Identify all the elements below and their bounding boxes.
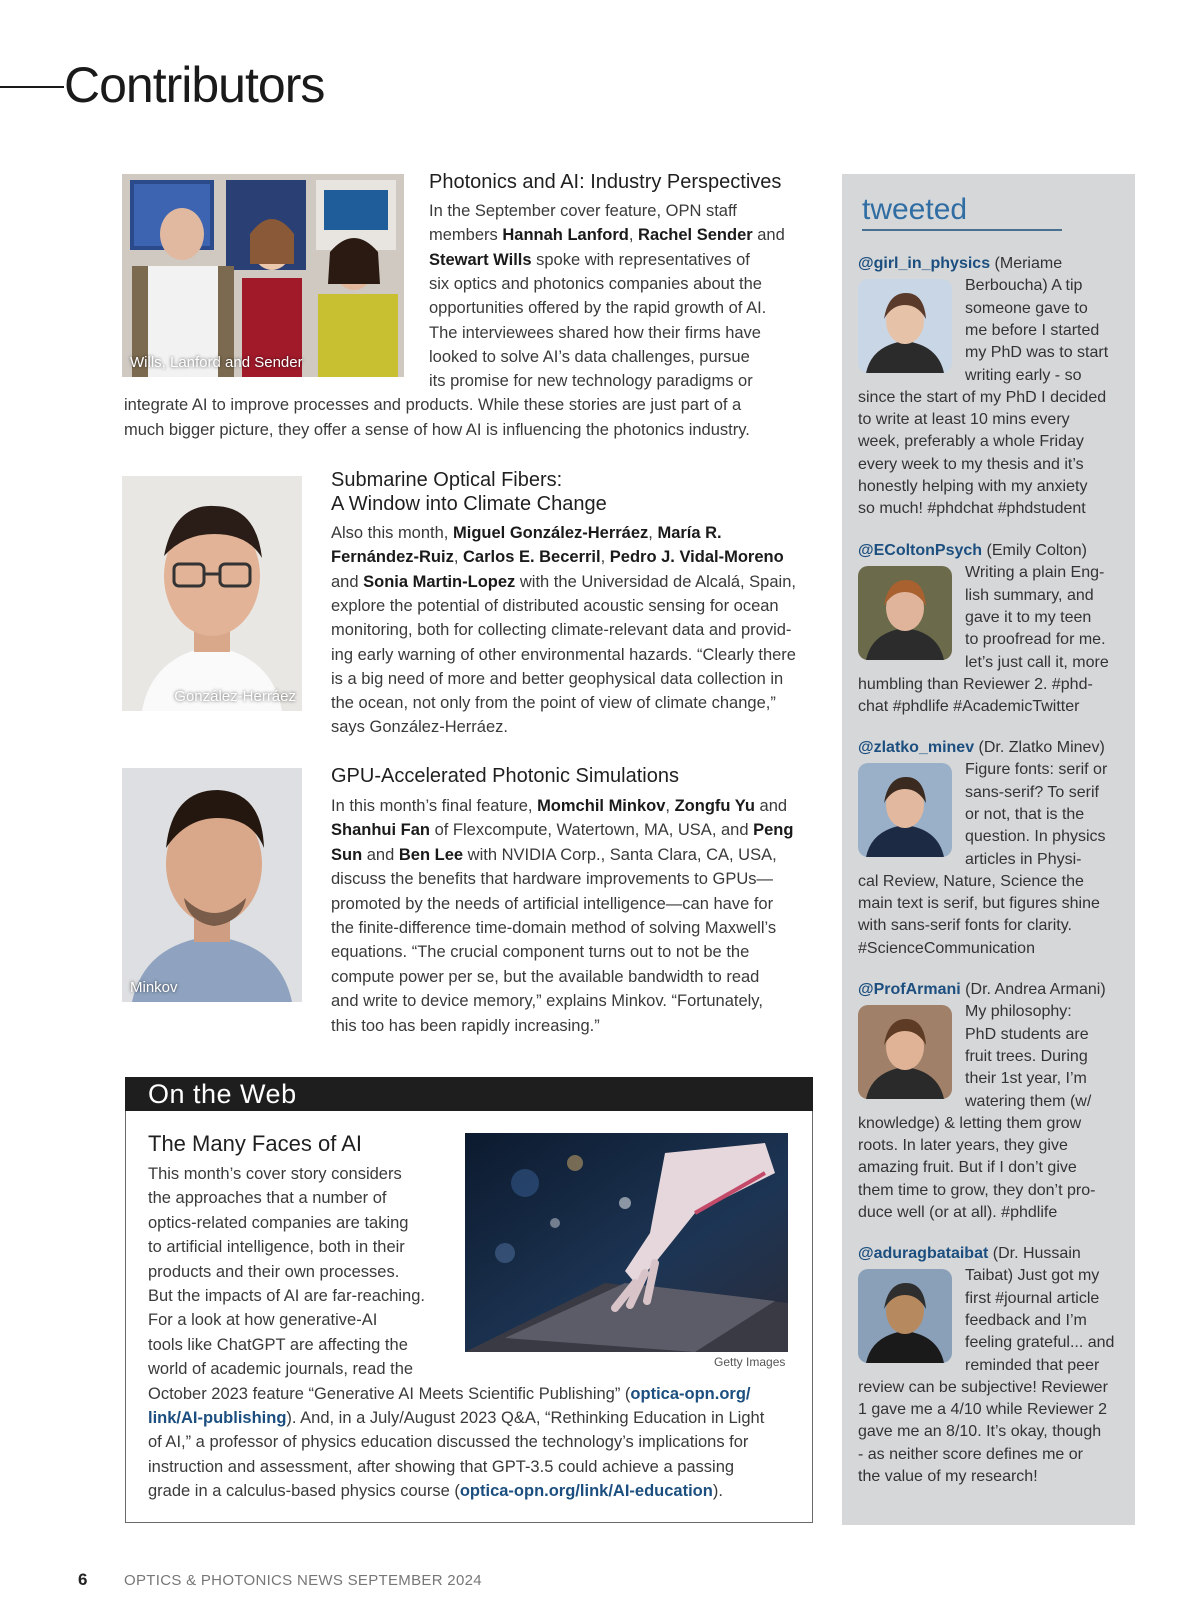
tweet-line bbox=[858, 1180, 1095, 1202]
text-run: ). bbox=[712, 1482, 723, 1501]
text-run: knowledge) & letting them grow bbox=[858, 1114, 1082, 1132]
robot-hand-laptop-image bbox=[465, 1133, 788, 1352]
text-run: and bbox=[752, 226, 785, 245]
text-run: or not, that is the bbox=[965, 805, 1085, 823]
text-run: lish summary, and bbox=[965, 586, 1094, 604]
tweet-line bbox=[858, 454, 1084, 476]
tweet-line bbox=[965, 1091, 1091, 1113]
tweet-line bbox=[858, 938, 1035, 960]
text-run: Taibat) Just got my bbox=[965, 1267, 1100, 1285]
text-run: equations. “The crucial component turns out to not be the bbox=[331, 943, 750, 962]
tweet-line bbox=[858, 498, 1086, 520]
article-title: Photonics and AI: Industry Perspectives bbox=[429, 171, 782, 193]
text-run: articles in Physi- bbox=[965, 850, 1082, 868]
tweet-line bbox=[858, 1421, 1101, 1443]
author-name: Carlos E. Becerril bbox=[463, 548, 601, 567]
text-run: sans-serif? To serif bbox=[965, 783, 1099, 801]
tweet-avatar bbox=[858, 279, 952, 373]
body-line bbox=[148, 1357, 413, 1381]
text-run: reminded that peer bbox=[965, 1356, 1100, 1374]
text-run: feeling grateful... and bbox=[965, 1334, 1115, 1352]
body-line bbox=[429, 272, 762, 296]
tweet-line bbox=[858, 253, 1062, 275]
photo-caption: Minkov bbox=[130, 979, 178, 996]
text-run: grade in a calculus-based physics course ( bbox=[148, 1482, 460, 1501]
body-line bbox=[124, 418, 750, 442]
text-run: looked to solve AI’s data challenges, pursue bbox=[429, 347, 750, 366]
author-name: María R. bbox=[657, 524, 722, 542]
body-line bbox=[124, 393, 741, 417]
web-link[interactable]: optica-opn.org/ bbox=[630, 1384, 751, 1403]
photo-wills-lanford-sender bbox=[122, 174, 404, 377]
text-run: For a look at how generative-AI bbox=[148, 1311, 378, 1330]
text-run: me before I started bbox=[965, 321, 1100, 339]
text-run: (Dr. Andrea Armani) bbox=[960, 981, 1106, 998]
body-line bbox=[331, 965, 759, 989]
tweet-line bbox=[858, 674, 1093, 696]
text-run: integrate AI to improve processes and products. While these stories are just part of a bbox=[124, 396, 742, 415]
text-run: , bbox=[628, 226, 639, 245]
tweet-line bbox=[965, 365, 1081, 387]
author-name: Peng bbox=[753, 821, 794, 840]
article-title-line2: A Window into Climate Change bbox=[331, 493, 607, 515]
body-line bbox=[331, 691, 776, 715]
text-run: to write at least 10 mins every bbox=[858, 411, 1070, 429]
text-run: promoted by the needs of artificial intelligence—can have for bbox=[331, 894, 774, 913]
body-line bbox=[331, 989, 763, 1013]
sidebar-rule bbox=[862, 229, 1062, 231]
text-run: feedback and I’m bbox=[965, 1311, 1087, 1329]
twitter-handle[interactable]: @aduragbataibat bbox=[858, 1245, 989, 1262]
body-line bbox=[148, 1430, 748, 1454]
tweet-line bbox=[858, 476, 1087, 498]
web-article-title: The Many Faces of AI bbox=[148, 1131, 362, 1156]
text-run: world of academic journals, read the bbox=[148, 1360, 414, 1379]
body-line bbox=[148, 1333, 408, 1357]
tweet-line bbox=[965, 298, 1088, 320]
text-run: October 2023 feature “Generative AI Meets Scientific Publishing” ( bbox=[148, 1384, 631, 1403]
author-name: Shanhui Fan bbox=[331, 821, 430, 840]
tweet-line bbox=[965, 804, 1084, 826]
body-line bbox=[331, 794, 787, 818]
author-name: Rachel Sender bbox=[638, 226, 753, 245]
body-line bbox=[148, 1162, 402, 1186]
text-run: let’s just call it, more bbox=[965, 653, 1109, 671]
text-run: But the impacts of AI are far-reaching. bbox=[148, 1287, 425, 1305]
text-run: the value of my research! bbox=[858, 1468, 1038, 1485]
text-run: 1 gave me a 4/10 while Reviewer 2 bbox=[858, 1401, 1108, 1419]
body-line bbox=[429, 248, 750, 272]
on-the-web-heading: On the Web bbox=[148, 1079, 297, 1109]
text-run: PhD students are bbox=[965, 1025, 1089, 1043]
tweet-line bbox=[965, 652, 1109, 674]
text-run: the ocean, not only from the point of view of climate change,” bbox=[331, 694, 776, 713]
text-run: roots. In later years, they give bbox=[858, 1137, 1068, 1155]
author-name: Momchil Minkov bbox=[537, 797, 666, 815]
text-run: the approaches that a number of bbox=[148, 1189, 387, 1208]
tweet-line bbox=[858, 540, 1087, 562]
body-line bbox=[331, 667, 783, 691]
article-title-line1: Submarine Optical Fibers: bbox=[331, 469, 563, 491]
text-run: amazing fruit. But if I don’t give bbox=[858, 1159, 1077, 1177]
page-title: Contributors bbox=[64, 57, 325, 113]
tweet-line bbox=[858, 979, 1106, 1001]
text-run: gave me an 8/10. It’s okay, though bbox=[858, 1423, 1102, 1441]
body-line bbox=[429, 345, 750, 369]
tweet-line bbox=[965, 562, 1104, 584]
body-line bbox=[148, 1186, 387, 1210]
text-run: ). And, in a July/August 2023 Q&A, “Rethinking Education in Light bbox=[286, 1409, 765, 1427]
text-run: , bbox=[665, 797, 675, 815]
author-name: Fernández-Ruiz bbox=[331, 548, 454, 567]
text-run: and bbox=[754, 797, 788, 815]
body-line bbox=[331, 715, 508, 739]
tweet-line bbox=[858, 696, 1079, 718]
text-run: optics-related companies are taking bbox=[148, 1213, 409, 1232]
tweet-avatar bbox=[858, 763, 952, 857]
body-line bbox=[148, 1406, 764, 1430]
tweet-line bbox=[858, 1202, 1057, 1224]
text-run: of AI,” a professor of physics education discussed the technology’s implications for bbox=[148, 1433, 749, 1452]
web-link[interactable]: link/AI-publishing bbox=[148, 1409, 287, 1427]
text-run: (Emily Colton) bbox=[982, 542, 1087, 559]
text-run: of Flexcompute, Watertown, MA, USA, and bbox=[430, 821, 754, 840]
sidebar-heading: tweeted bbox=[862, 193, 968, 226]
text-run: and bbox=[331, 572, 364, 591]
body-line bbox=[148, 1455, 734, 1479]
text-run: spoke with representatives of bbox=[531, 250, 750, 269]
text-run: week, preferably a whole Friday bbox=[858, 433, 1084, 451]
web-link[interactable]: optica-opn.org/link/AI-education bbox=[459, 1482, 713, 1501]
body-line bbox=[331, 594, 779, 618]
text-run: with sans-serif fonts for clarity. bbox=[858, 917, 1072, 935]
text-run: cal Review, Nature, Science the bbox=[858, 872, 1084, 890]
text-run: - as neither score defines me or bbox=[858, 1445, 1083, 1463]
body-line bbox=[148, 1235, 405, 1259]
text-run: writing early - so bbox=[965, 366, 1082, 384]
author-name: Ben Lee bbox=[398, 845, 464, 864]
body-line bbox=[331, 892, 773, 916]
tweet-line bbox=[965, 782, 1099, 804]
text-run: tools like ChatGPT are affecting the bbox=[148, 1335, 408, 1354]
twitter-handle[interactable]: @girl_in_physics bbox=[858, 255, 991, 272]
tweet-line bbox=[965, 1265, 1099, 1287]
text-run: humbling than Reviewer 2. #phd- bbox=[858, 675, 1093, 693]
body-line bbox=[429, 296, 766, 320]
text-run: ing early warning of other environmental hazards. “Clearly there bbox=[331, 645, 796, 664]
author-name: Sonia Martin-Lopez bbox=[363, 572, 516, 591]
tweet-line bbox=[858, 1399, 1107, 1421]
tweet-line bbox=[858, 1113, 1081, 1135]
page-number: 6 bbox=[78, 1570, 88, 1589]
text-run: products and their own processes. bbox=[148, 1262, 400, 1281]
text-run: members bbox=[429, 226, 503, 245]
text-run: , bbox=[648, 524, 658, 542]
text-run: to artificial intelligence, both in their bbox=[148, 1238, 405, 1257]
text-run: since the start of my PhD I decided bbox=[858, 388, 1107, 406]
body-line bbox=[148, 1308, 377, 1332]
article-title: GPU-Accelerated Photonic Simulations bbox=[331, 765, 679, 787]
tweet-line bbox=[858, 1135, 1068, 1157]
text-run: with NVIDIA Corp., Santa Clara, CA, USA, bbox=[463, 845, 777, 864]
text-run: instruction and assessment, after showing that GPT-3.5 could achieve a passing bbox=[148, 1457, 735, 1476]
tweet-line bbox=[965, 629, 1106, 651]
text-run: first #journal article bbox=[965, 1289, 1100, 1307]
body-line bbox=[148, 1260, 399, 1284]
body-line bbox=[148, 1284, 425, 1308]
text-run: , bbox=[453, 548, 464, 567]
body-line bbox=[429, 223, 785, 247]
photo-gonzalez-herraez bbox=[122, 476, 302, 711]
image-credit: Getty Images bbox=[714, 1355, 786, 1369]
text-run: discuss the benefits that hardware improvements to GPUs— bbox=[331, 870, 774, 889]
tweet-line bbox=[965, 826, 1106, 848]
text-run: my PhD was to start bbox=[965, 344, 1109, 362]
text-run: six optics and photonics companies about the bbox=[429, 274, 762, 293]
text-run: Berboucha) A tip bbox=[965, 277, 1083, 295]
text-run: , bbox=[600, 548, 610, 567]
magazine-footer: OPTICS & PHOTONICS NEWS SEPTEMBER 2024 bbox=[124, 1572, 482, 1589]
author-name: Sun bbox=[331, 845, 363, 864]
body-line bbox=[331, 867, 773, 891]
tweet-line bbox=[965, 1355, 1099, 1377]
body-line bbox=[148, 1382, 751, 1406]
header-rule bbox=[0, 86, 64, 88]
text-run: and bbox=[362, 845, 399, 864]
text-run: and write to device memory,” explains Minkov. “Fortunately, bbox=[331, 992, 763, 1011]
body-line bbox=[331, 1014, 600, 1038]
body-line bbox=[331, 916, 776, 940]
text-run: so much! #phdchat #phdstudent bbox=[858, 500, 1086, 518]
body-line bbox=[331, 843, 777, 867]
text-run: the finite-difference time-domain method of solving Maxwell’s bbox=[331, 919, 777, 937]
tweet-line bbox=[965, 607, 1091, 629]
body-line bbox=[331, 570, 796, 594]
photo-caption: Wills, Lanford and Sender bbox=[130, 354, 303, 371]
tweet-line bbox=[965, 1310, 1087, 1332]
tweet-line bbox=[965, 1288, 1099, 1310]
tweet-line bbox=[965, 849, 1081, 871]
twitter-handle[interactable]: @zlatko_minev bbox=[858, 739, 975, 756]
tweet-line bbox=[965, 759, 1107, 781]
text-run: question. In physics bbox=[965, 828, 1106, 846]
tweet-line bbox=[858, 1444, 1083, 1466]
body-line bbox=[148, 1211, 408, 1235]
author-name: Stewart Wills bbox=[429, 250, 532, 269]
body-line bbox=[331, 818, 793, 842]
tweet-line bbox=[858, 1466, 1038, 1488]
text-run: fruit trees. During bbox=[965, 1047, 1088, 1065]
text-run: to proofread for me. bbox=[965, 631, 1106, 649]
text-run: explore the potential of distributed acoustic sensing for ocean bbox=[331, 596, 779, 615]
text-run: chat #phdlife #AcademicTwitter bbox=[858, 698, 1080, 716]
body-line bbox=[331, 545, 784, 569]
author-name: Miguel González-Herráez bbox=[452, 524, 649, 542]
tweet-line bbox=[965, 1001, 1072, 1023]
text-run: This month’s cover story considers bbox=[148, 1165, 402, 1183]
text-run: Figure fonts: serif or bbox=[965, 761, 1108, 779]
author-name: Zongfu Yu bbox=[674, 797, 755, 815]
tweet-line bbox=[965, 1332, 1114, 1354]
text-run: Writing a plain Eng- bbox=[965, 564, 1105, 582]
body-line bbox=[331, 618, 791, 642]
text-run: opportunities offered by the rapid growth of AI. bbox=[429, 299, 767, 318]
tweet-line bbox=[965, 585, 1094, 607]
author-name: Pedro J. Vidal-Moreno bbox=[609, 548, 784, 567]
tweet-line bbox=[858, 915, 1072, 937]
text-run: main text is serif, but figures shine bbox=[858, 895, 1100, 913]
text-run: much bigger picture, they offer a sense of how AI is influencing the photonics industry. bbox=[124, 420, 750, 439]
text-run: In the September cover feature, OPN staff bbox=[429, 202, 737, 220]
text-run: says González-Herráez. bbox=[331, 718, 508, 737]
photo-minkov bbox=[122, 768, 302, 1002]
text-run: My philosophy: bbox=[965, 1003, 1072, 1021]
text-run: (Meriame bbox=[990, 255, 1063, 272]
text-run: duce well (or at all). #phdlife bbox=[858, 1204, 1058, 1221]
tweet-line bbox=[858, 893, 1100, 915]
tweet-line bbox=[965, 342, 1108, 364]
text-run: its promise for new technology paradigms or bbox=[429, 372, 753, 391]
text-run: gave it to my teen bbox=[965, 608, 1092, 626]
tweet-line bbox=[965, 320, 1099, 342]
text-run: review can be subjective! Reviewer bbox=[858, 1378, 1108, 1396]
body-line bbox=[429, 369, 753, 393]
twitter-handle[interactable]: @EColtonPsych bbox=[858, 542, 983, 559]
tweet-line bbox=[858, 409, 1070, 431]
body-line bbox=[331, 643, 796, 667]
tweet-avatar bbox=[858, 566, 952, 660]
tweet-avatar bbox=[858, 1005, 952, 1099]
tweet-line bbox=[858, 1377, 1108, 1399]
text-run: is a big need of more and better geophysical data collection in bbox=[331, 669, 784, 688]
tweet-line bbox=[965, 1024, 1089, 1046]
text-run: (Dr. Zlatko Minev) bbox=[974, 739, 1105, 756]
text-run: watering them (w/ bbox=[965, 1092, 1092, 1110]
text-run: honestly helping with my anxiety bbox=[858, 478, 1088, 495]
twitter-handle[interactable]: @ProfArmani bbox=[858, 981, 961, 998]
tweet-line bbox=[858, 737, 1105, 759]
text-run: (Dr. Hussain bbox=[988, 1245, 1081, 1262]
text-run: #ScienceCommunication bbox=[858, 939, 1035, 957]
tweet-line bbox=[858, 1243, 1081, 1265]
text-run: with the Universidad de Alcalá, Spain, bbox=[515, 572, 796, 591]
text-run: them time to grow, they don’t pro- bbox=[858, 1181, 1096, 1199]
body-line bbox=[429, 321, 761, 345]
tweet-line bbox=[965, 275, 1082, 297]
tweet-line bbox=[858, 871, 1084, 893]
text-run: Also this month, bbox=[331, 524, 453, 542]
tweet-avatar bbox=[858, 1269, 952, 1363]
body-line bbox=[148, 1479, 723, 1503]
text-run: monitoring, both for collecting climate-relevant data and provid- bbox=[331, 621, 792, 640]
text-run: every week to my thesis and it’s bbox=[858, 455, 1084, 473]
body-line bbox=[429, 199, 737, 223]
text-run: The interviewees shared how their firms have bbox=[429, 323, 761, 342]
text-run: someone gave to bbox=[965, 299, 1088, 317]
text-run: their 1st year, I’m bbox=[965, 1070, 1087, 1088]
photo-caption: González-Herráez bbox=[174, 688, 296, 705]
tweet-line bbox=[965, 1046, 1088, 1068]
text-run: compute power per se, but the available bandwidth to read bbox=[331, 967, 760, 986]
body-line bbox=[331, 940, 749, 964]
text-run: this too has been rapidly increasing.” bbox=[331, 1016, 600, 1035]
author-name: Hannah Lanford bbox=[502, 226, 629, 245]
text-run: In this month’s final feature, bbox=[331, 797, 538, 815]
tweet-line bbox=[858, 1157, 1077, 1179]
tweet-line bbox=[965, 1068, 1087, 1090]
body-line bbox=[331, 521, 722, 545]
tweet-line bbox=[858, 431, 1084, 453]
tweet-line bbox=[858, 387, 1106, 409]
